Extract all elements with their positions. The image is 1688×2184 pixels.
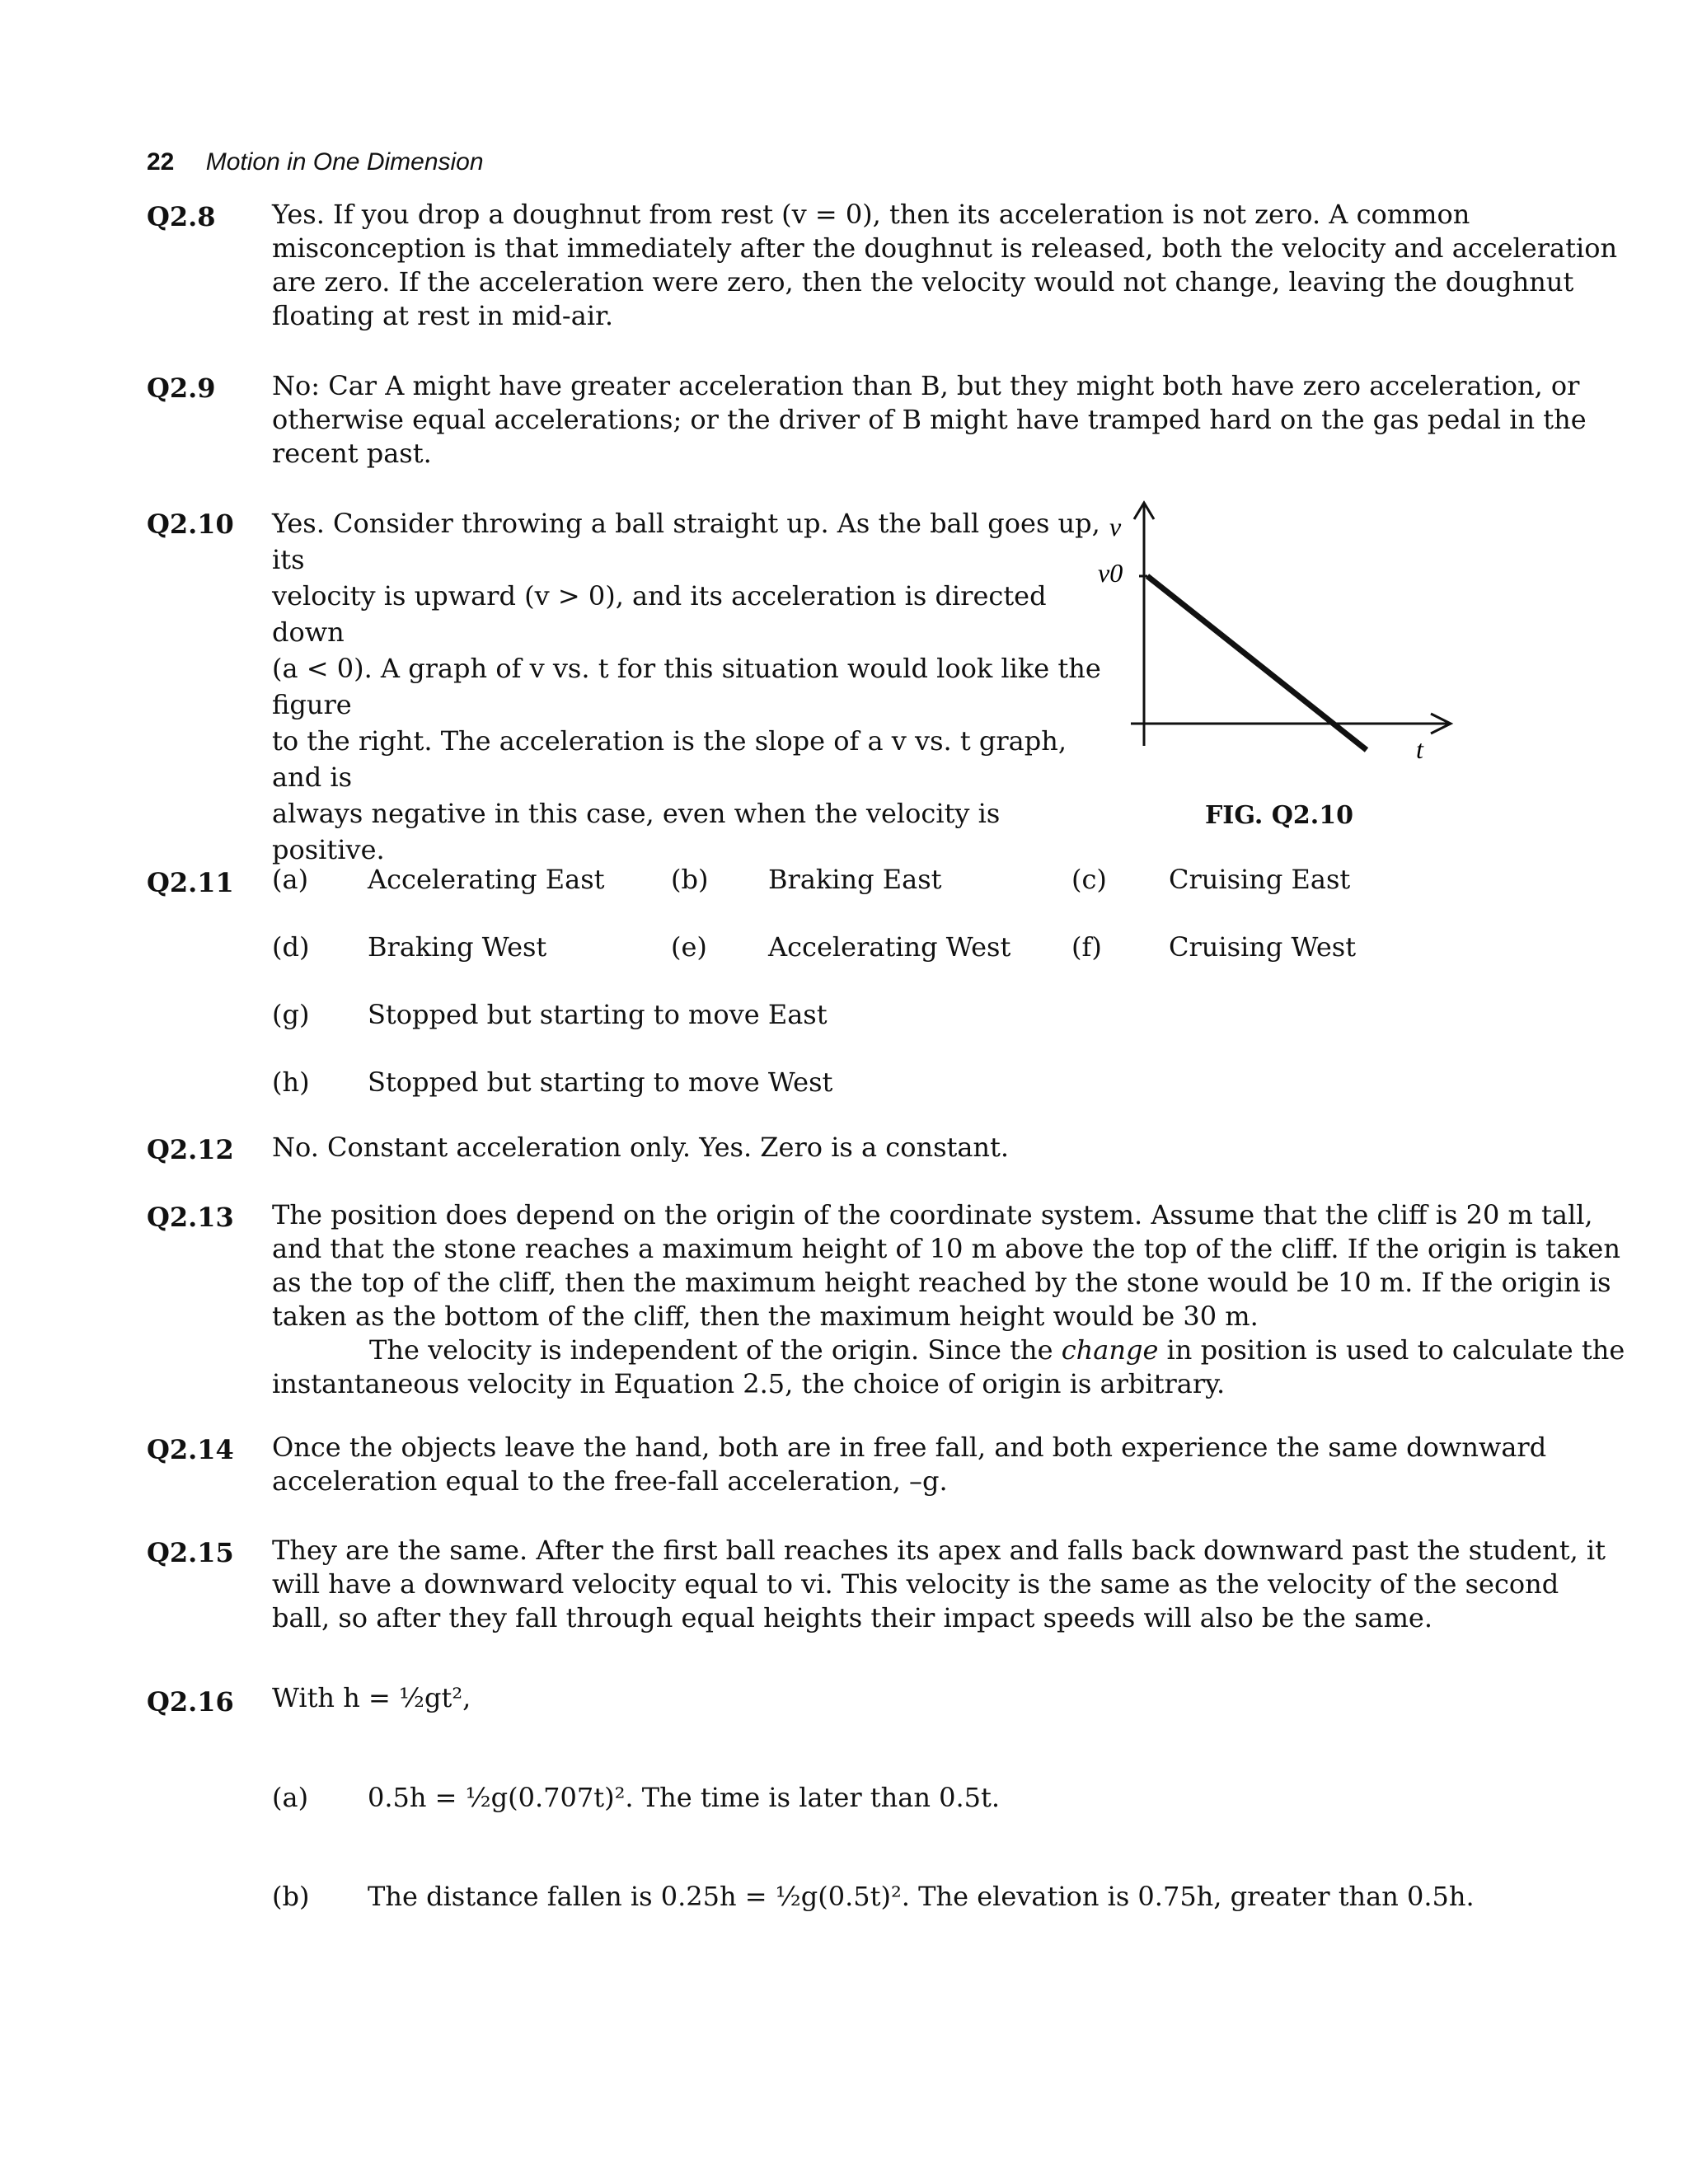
item-letter: (a) bbox=[272, 864, 309, 895]
item-text: Accelerating East bbox=[368, 864, 605, 895]
item-text: Stopped but starting to move West bbox=[368, 1066, 833, 1098]
question-label-q2-16: Q2.16 bbox=[147, 1686, 234, 1718]
text-line: ball, so after they fall through equal heights their impact speeds will also be the same. bbox=[272, 1602, 1433, 1633]
text-line: recent past. bbox=[272, 438, 432, 469]
text-line: Yes. Consider throwing a ball straight up. As the ball goes up, its bbox=[272, 508, 1100, 575]
answer-q2-12: No. Constant acceleration only. Yes. Zero is a constant. bbox=[272, 1132, 1010, 1163]
item-letter: (c) bbox=[1071, 864, 1107, 895]
question-label-q2-12: Q2.12 bbox=[147, 1134, 234, 1165]
text-line: to the right. The acceleration is the slope of a v vs. t graph, and is bbox=[272, 725, 1067, 793]
item-text: Stopped but starting to move East bbox=[368, 999, 828, 1030]
text-line: Yes. If you drop a doughnut from rest (v = 0), then its acceleration is not zero. A common bbox=[272, 199, 1470, 230]
question-label-q2-8: Q2.8 bbox=[147, 201, 216, 232]
text-line: floating at rest in mid-air. bbox=[272, 300, 613, 331]
answer-q2-16-b: The distance fallen is 0.25h = ½g(0.5t)². The elevation is 0.75h, greater than 0.5h. bbox=[368, 1881, 1475, 1912]
text-line bbox=[272, 1333, 1625, 1367]
text-line: They are the same. After the first ball reaches its apex and falls back downward past the student, it bbox=[272, 1535, 1606, 1566]
page-header bbox=[147, 148, 484, 176]
emphasis: change bbox=[1061, 1334, 1159, 1366]
text-line: as the top of the cliff, then the maximum height reached by the stone would be 10 m. If the origin is bbox=[272, 1267, 1611, 1298]
text-line: are zero. If the acceleration were zero, then the velocity would not change, leaving the doughnut bbox=[272, 266, 1574, 298]
item-text: Accelerating West bbox=[768, 931, 1011, 963]
item-text: Cruising East bbox=[1169, 864, 1351, 895]
text-span: The velocity is independent of the origin. Since the bbox=[369, 1334, 1062, 1366]
figure-caption: FIG. Q2.10 bbox=[1205, 801, 1353, 830]
text-line: taken as the bottom of the cliff, then the maximum height would be 30 m. bbox=[272, 1301, 1259, 1332]
question-label-q2-11: Q2.11 bbox=[147, 867, 234, 898]
answer-q2-9 bbox=[272, 369, 1587, 471]
text-line: always negative in this case, even when the velocity is positive. bbox=[272, 798, 1001, 865]
text-line: otherwise equal accelerations; or the driver of B might have tramped hard on the gas pedal in the bbox=[272, 404, 1587, 435]
text-line: and that the stone reaches a maximum height of 10 m above the top of the cliff. If the origin is taken bbox=[272, 1233, 1620, 1264]
question-label-q2-9: Q2.9 bbox=[147, 373, 216, 404]
text-line: misconception is that immediately after the doughnut is released, both the velocity and acceleration bbox=[272, 232, 1618, 264]
running-title: Motion in One Dimension bbox=[205, 148, 484, 176]
question-label-q2-15: Q2.15 bbox=[147, 1537, 234, 1568]
item-text: Braking West bbox=[368, 931, 547, 963]
text-line: velocity is upward (v > 0), and its acceleration is directed down bbox=[272, 580, 1047, 648]
item-letter: (h) bbox=[272, 1066, 310, 1098]
text-line: No: Car A might have greater acceleration than B, but they might both have zero acceleration, or bbox=[272, 370, 1580, 401]
item-text: Cruising West bbox=[1169, 931, 1357, 963]
item-letter: (a) bbox=[272, 1782, 309, 1813]
question-label-q2-14: Q2.14 bbox=[147, 1434, 234, 1465]
t-axis-label: t bbox=[1416, 734, 1423, 764]
text-line: acceleration equal to the free-fall acceleration, –g. bbox=[272, 1465, 948, 1497]
v0-label: v0 bbox=[1098, 558, 1123, 588]
answer-q2-15 bbox=[272, 1534, 1606, 1635]
item-text: Braking East bbox=[768, 864, 942, 895]
text-span: in position is used to calculate the bbox=[1158, 1334, 1625, 1366]
item-letter: (e) bbox=[671, 931, 707, 963]
v-vs-t-figure bbox=[1088, 494, 1484, 775]
text-line: (a < 0). A graph of v vs. t for this situation would look like the figure bbox=[272, 653, 1101, 720]
item-letter: (b) bbox=[272, 1881, 310, 1912]
v-axis-label: v bbox=[1109, 512, 1122, 541]
answer-q2-8 bbox=[272, 198, 1617, 333]
answer-q2-13 bbox=[272, 1198, 1625, 1401]
answer-q2-16-intro: With h = ½gt², bbox=[272, 1682, 471, 1713]
question-label-q2-13: Q2.13 bbox=[147, 1202, 234, 1233]
item-letter: (b) bbox=[671, 864, 709, 895]
text-line: instantaneous velocity in Equation 2.5, the choice of origin is arbitrary. bbox=[272, 1368, 1226, 1399]
page-number: 22 bbox=[147, 148, 175, 176]
text-line: The position does depend on the origin of the coordinate system. Assume that the cliff is 20 m tall, bbox=[272, 1199, 1593, 1230]
text-line: Once the objects leave the hand, both are in free fall, and both experience the same downward bbox=[272, 1432, 1547, 1463]
question-label-q2-10: Q2.10 bbox=[147, 509, 234, 540]
item-letter: (f) bbox=[1071, 931, 1102, 963]
text-line: will have a downward velocity equal to vi. This velocity is the same as the velocity of the second bbox=[272, 1568, 1559, 1600]
answer-q2-10 bbox=[272, 505, 1104, 868]
answer-q2-14 bbox=[272, 1431, 1546, 1498]
item-letter: (g) bbox=[272, 999, 310, 1030]
item-letter: (d) bbox=[272, 931, 310, 963]
answer-q2-16-a: 0.5h = ½g(0.707t)². The time is later than 0.5t. bbox=[368, 1782, 1001, 1813]
